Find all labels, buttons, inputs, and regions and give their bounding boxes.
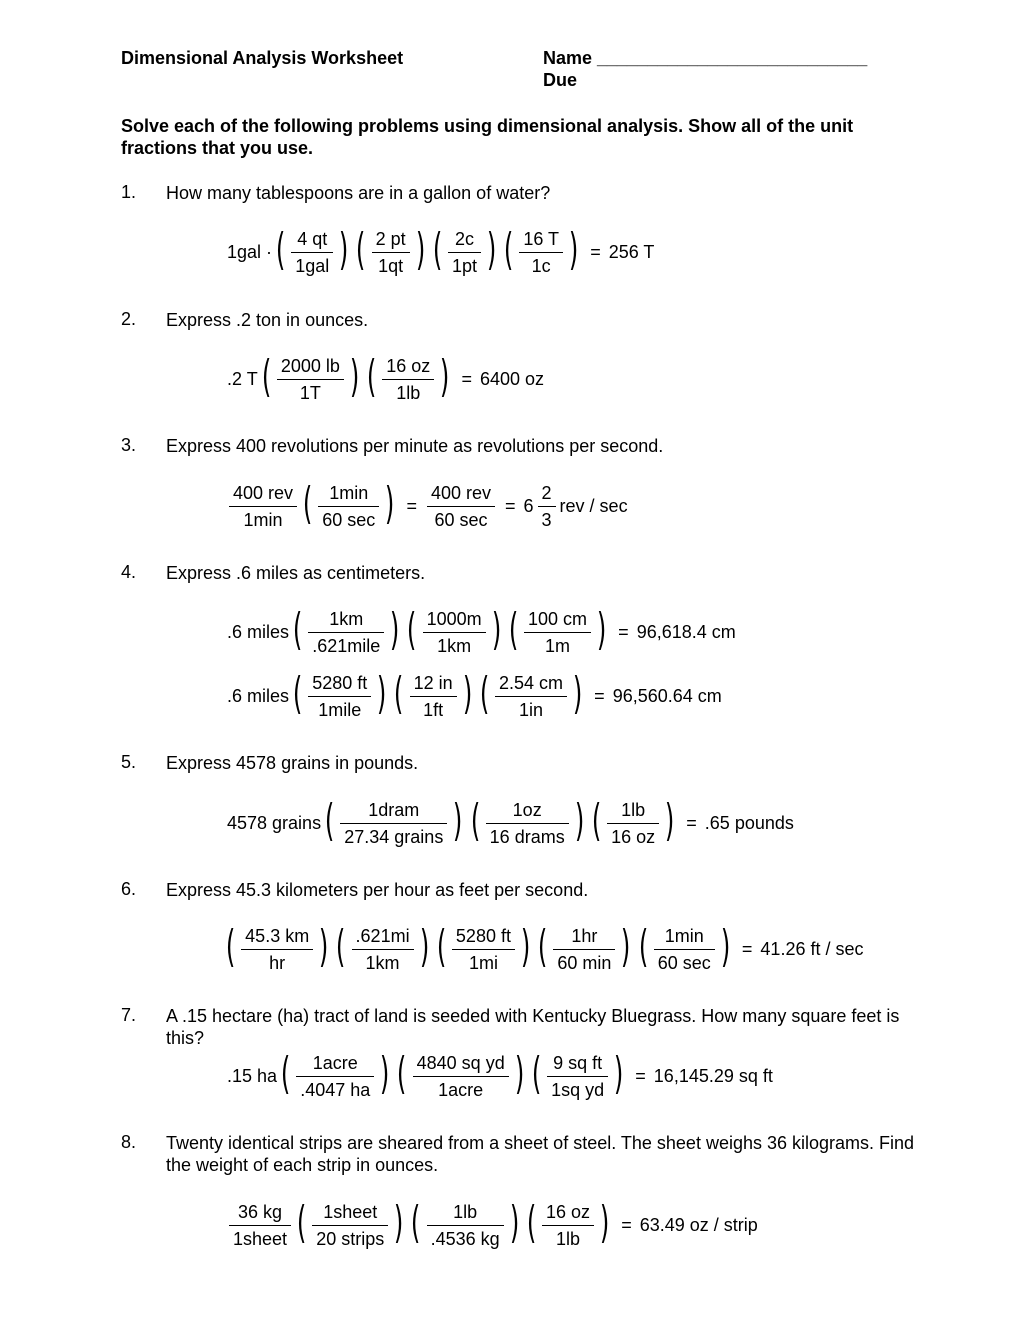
numerator: 400 rev xyxy=(233,483,294,503)
problem-number: 4. xyxy=(121,562,137,582)
result: 6400 oz xyxy=(480,369,545,389)
numerator: 1km xyxy=(329,609,364,629)
denominator: 1m xyxy=(544,636,570,656)
solution-8 xyxy=(227,1196,758,1252)
numerator: 5280 ft xyxy=(455,926,511,946)
factor: ( $\frac{100 cm}{1m}$ ) xyxy=(505,606,610,659)
denominator: .4047 ha xyxy=(300,1080,371,1100)
instructions: Solve each of the following problems using dimensional analysis. Show all of the unit fractions that you use. xyxy=(121,116,854,158)
denominator: hr xyxy=(269,953,286,973)
problem-number: 5. xyxy=(121,752,137,772)
problem-question: Express 4578 grains in pounds. xyxy=(166,753,419,773)
given-quantity: .2 T xyxy=(227,369,258,389)
problem-question: Express .6 miles as centimeters. xyxy=(166,563,426,583)
name-field-label: Name ___________________________ xyxy=(543,48,868,68)
factor: ( $\frac{\text{9 sq ft}}{\text{1sq yd}}$ ) xyxy=(528,1050,627,1103)
result-unit: rev / sec xyxy=(559,496,628,516)
denominator: 1km xyxy=(365,953,400,973)
factor: ( $\frac{1000m}{1km}$ ) xyxy=(403,606,504,659)
equals-sign: = xyxy=(618,622,629,642)
numerator: 36 kg xyxy=(238,1202,283,1222)
result: 16,145.29 sq ft xyxy=(653,1066,773,1086)
result: 63.49 oz / strip xyxy=(639,1215,758,1235)
factor: ( $\frac{\text{4840 sq yd}}{\text{1acre}}$ ) xyxy=(393,1050,527,1103)
denominator: 1gal xyxy=(295,256,330,276)
result: 256 T xyxy=(608,242,655,262)
given-quantity: .15 ha xyxy=(227,1066,278,1086)
result: 96,560.64 cm xyxy=(612,686,722,706)
factor: ( $\frac{1lb}{16 oz}$ ) xyxy=(588,797,678,850)
factor: ( $\frac{1\min}{60 \sec}$ ) xyxy=(299,480,398,533)
numerator: 16 oz xyxy=(386,356,431,376)
mixed-number xyxy=(524,480,558,533)
factor: ( $\frac{12 in}{1ft}$ ) xyxy=(390,670,475,723)
factor: ( $\frac{\text{1sheet}}{\text{20 strips}}$ ) xyxy=(293,1199,407,1252)
factor: ( $\frac{2.54 cm}{1in}$ ) xyxy=(476,670,586,723)
numerator: 45.3 km xyxy=(245,926,310,946)
numerator: 1oz xyxy=(512,800,542,820)
factor: ( $\frac{1\min}{60 \sec}$ ) xyxy=(635,923,734,976)
numerator: 2.54 cm xyxy=(498,673,563,693)
problem-number: 3. xyxy=(121,435,137,455)
factor: ( $\frac{5280 ft}{\text{1mile}}$ ) xyxy=(289,670,390,723)
denominator: 20 strips xyxy=(316,1229,385,1249)
result: 41.26 ft / sec xyxy=(760,939,864,959)
factor: ( $\frac{16 oz}{1lb}$ ) xyxy=(523,1199,613,1252)
numerator: 9 sq ft xyxy=(553,1053,603,1073)
problem-number: 7. xyxy=(121,1005,137,1025)
equals-sign: = xyxy=(621,1215,632,1235)
denominator: 1acre xyxy=(438,1080,484,1100)
numerator: 1lb xyxy=(453,1202,478,1222)
denominator: 1in xyxy=(518,700,543,720)
factor: ( $\frac{2 pt}{1qt}$ ) xyxy=(352,226,428,279)
solution-4b xyxy=(227,667,722,723)
numerator: 1000m xyxy=(426,609,482,629)
numerator: 16 oz xyxy=(546,1202,591,1222)
denominator: 1mi xyxy=(468,953,498,973)
denominator: .621mile xyxy=(312,636,381,656)
denominator: 1min xyxy=(243,510,283,530)
denominator: 1T xyxy=(299,383,321,403)
denominator: 16 oz xyxy=(611,827,656,847)
factor: ( $\frac{16 oz}{1lb}$ ) xyxy=(363,353,453,406)
factor: ( $\frac{1hr}{60 \min}$ ) xyxy=(534,923,634,976)
numerator: 4840 sq yd xyxy=(416,1053,505,1073)
equals-sign: = xyxy=(686,813,697,833)
equals-sign: = xyxy=(505,496,516,516)
numerator: .621mi xyxy=(355,926,410,946)
given-fraction xyxy=(229,1199,291,1252)
solution-7 xyxy=(227,1047,773,1103)
numerator: 1sheet xyxy=(323,1202,378,1222)
problem-number: 6. xyxy=(121,879,137,899)
numerator: 1acre xyxy=(312,1053,358,1073)
denominator: 16 drams xyxy=(489,827,565,847)
problem-question: A .15 hectare (ha) tract of land is seeded with Kentucky Bluegrass. How many square feet is this? xyxy=(166,1006,900,1048)
equals-sign: = xyxy=(461,369,472,389)
problem-question: Twenty identical strips are sheared from a sheet of steel. The sheet weighs 36 kilograms. Find the weight of each strip in ounces. xyxy=(166,1133,915,1175)
given-fraction xyxy=(229,480,297,533)
denominator: 1ft xyxy=(423,700,444,720)
numerator: 5280 ft xyxy=(312,673,368,693)
factor: ( $\frac{16 T}{1c}$ ) xyxy=(500,226,582,279)
factor: ( $\frac{2000 lb}{1T}$ ) xyxy=(258,353,363,406)
numerator: 12 in xyxy=(413,673,453,693)
numerator: 400 rev xyxy=(430,483,491,503)
factor: ( $\frac{\text{1dram}}{\text{27.34 grains}}$ ) xyxy=(321,797,466,850)
problem-number: 2. xyxy=(121,309,137,329)
denominator: 1sheet xyxy=(233,1229,288,1249)
factor: ( $\frac{2c}{1pt}$ ) xyxy=(429,226,500,279)
problem-question: Express 400 revolutions per minute as revolutions per second. xyxy=(166,436,664,456)
equals-sign: = xyxy=(741,939,753,959)
numerator: 2 pt xyxy=(375,229,406,249)
due-label: Due xyxy=(543,70,578,90)
factor: ( $\frac{4 qt}{\text{1gal}}$ ) xyxy=(272,226,352,279)
problem-number: 1. xyxy=(121,182,137,202)
numerator: 2 xyxy=(541,483,552,503)
denominator: 1lb xyxy=(396,383,421,403)
solution-3 xyxy=(227,477,628,533)
denominator: 1mile xyxy=(318,700,362,720)
denominator: 60 sec xyxy=(434,510,488,530)
given-quantity: 4578 grains xyxy=(227,813,322,833)
factor: ( $\frac{1lb}{.4536 kg}$ ) xyxy=(407,1199,522,1252)
result: 96,618.4 cm xyxy=(636,622,736,642)
denominator: .4536 kg xyxy=(430,1229,500,1249)
denominator: 60 sec xyxy=(657,953,711,973)
denominator: 1c xyxy=(531,256,551,276)
factor: ( $\frac{1km}{\text{.621mile}}$ ) xyxy=(289,606,403,659)
numerator: 1min xyxy=(664,926,704,946)
numerator: 1dram xyxy=(368,800,420,820)
numerator: 2000 lb xyxy=(280,356,340,376)
result: .65 pounds xyxy=(704,813,794,833)
equals-sign: = xyxy=(590,242,601,262)
factor: ( $\frac{\text{1acre}}{.4047 ha}$ ) xyxy=(277,1050,393,1103)
denominator: 1sq yd xyxy=(551,1080,605,1100)
numerator: 1min xyxy=(329,483,369,503)
given-quantity: .6 miles xyxy=(227,622,290,642)
equals-sign: = xyxy=(635,1066,646,1086)
equals-sign: = xyxy=(406,496,417,516)
denominator: 1km xyxy=(437,636,472,656)
factor: ( $\frac{45.3 km}{hr}$ ) xyxy=(222,923,332,976)
solution-2 xyxy=(227,350,545,406)
numerator: 16 T xyxy=(523,229,560,249)
given-quantity: 1gal · xyxy=(227,242,273,262)
factor: ( $\frac{.621mi}{1km}$ ) xyxy=(332,923,432,976)
solution-1 xyxy=(227,223,655,279)
solution-5 xyxy=(227,794,794,850)
numerator: 100 cm xyxy=(527,609,587,629)
denominator: 60 sec xyxy=(322,510,376,530)
numerator: 4 qt xyxy=(297,229,328,249)
denominator: 3 xyxy=(541,510,552,530)
denominator: 60 min xyxy=(557,953,612,973)
numerator: 2c xyxy=(454,229,474,249)
factor: ( $\frac{5280 ft}{1mi}$ ) xyxy=(433,923,534,976)
equals-sign: = xyxy=(594,686,605,706)
denominator: 1pt xyxy=(451,256,477,276)
given-quantity: .6 miles xyxy=(227,686,290,706)
factor: ( $\frac{1oz}{\text{16 drams}}$ ) xyxy=(467,797,588,850)
numerator: 1hr xyxy=(571,926,598,946)
numerator: 1lb xyxy=(621,800,646,820)
denominator: 27.34 grains xyxy=(344,827,444,847)
denominator: 1lb xyxy=(556,1229,581,1249)
denominator: 1qt xyxy=(378,256,404,276)
worksheet-title: Dimensional Analysis Worksheet xyxy=(121,48,404,68)
problem-question: Express 45.3 kilometers per hour as feet per second. xyxy=(166,880,589,900)
problem-question: Express .2 ton in ounces. xyxy=(166,310,369,330)
problem-question: How many tablespoons are in a gallon of water? xyxy=(166,183,551,203)
problem-number: 8. xyxy=(121,1132,137,1152)
solution-4a xyxy=(227,603,736,659)
intermediate-fraction xyxy=(427,480,495,533)
whole-part: 6 xyxy=(523,496,534,516)
solution-6 xyxy=(222,920,864,976)
